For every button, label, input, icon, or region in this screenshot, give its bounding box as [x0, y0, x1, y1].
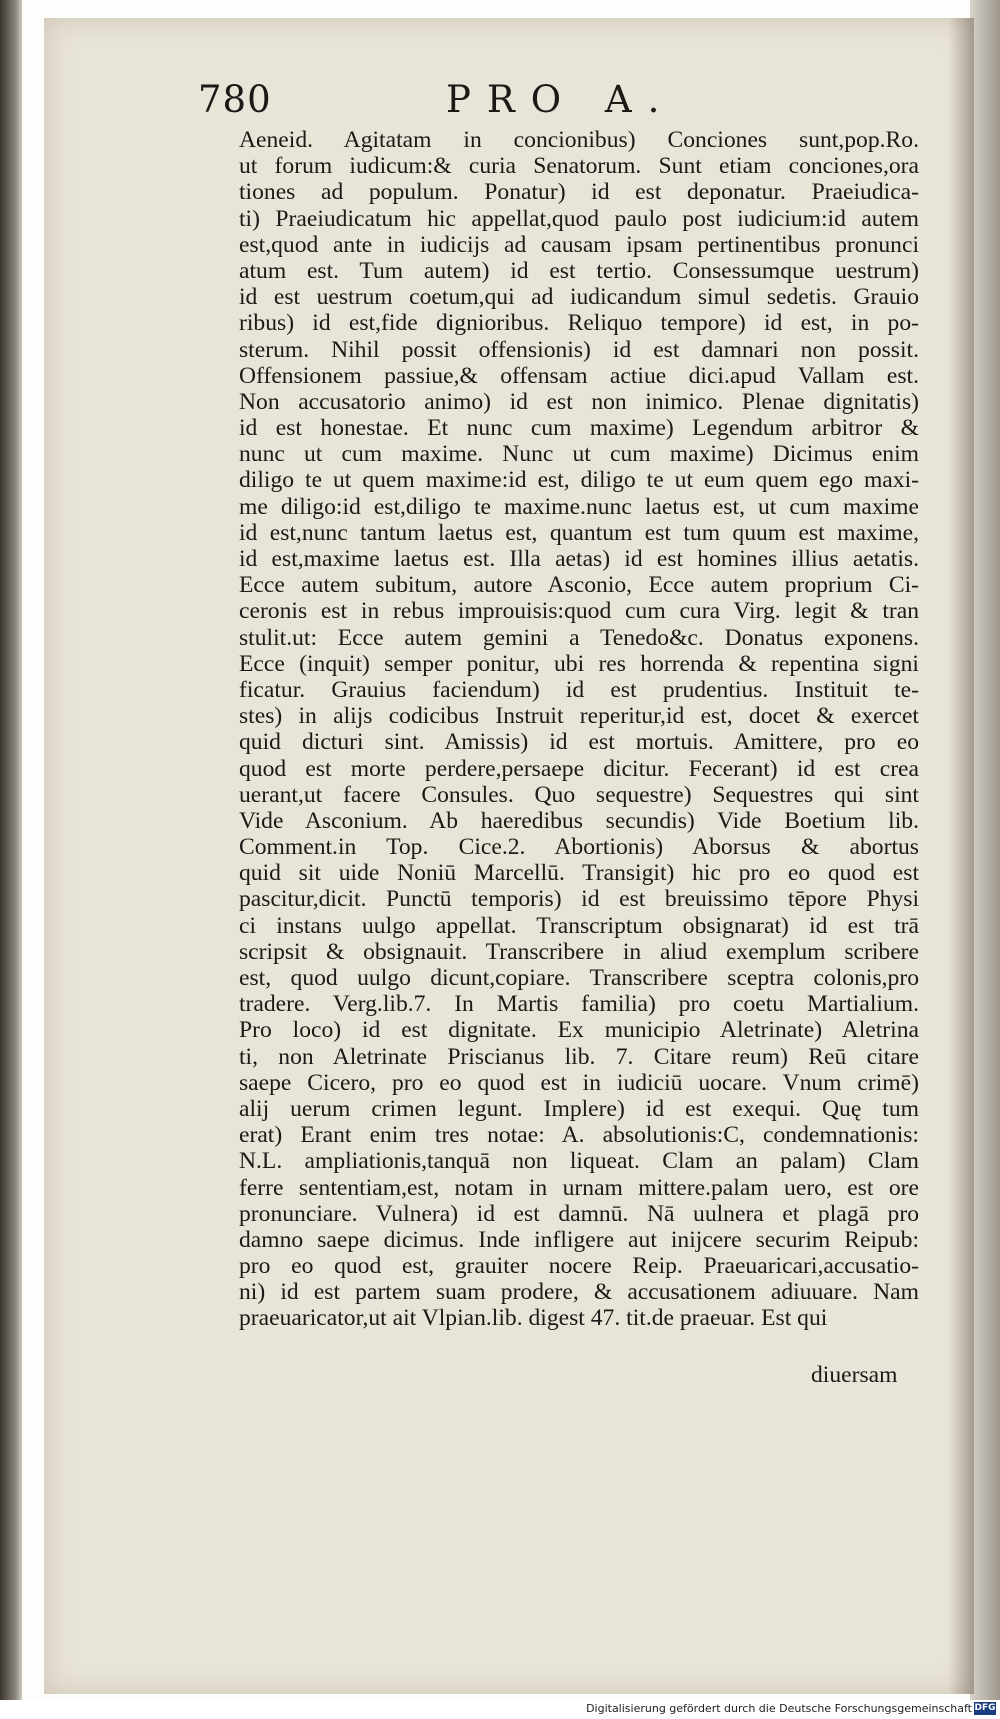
text-line: ferre sententiam,est, notam in urnam mittere.palam uero, est ore: [239, 1174, 919, 1201]
text-line: est,quod ante in iudicijs ad causam ipsam pertinentibus pronunci: [239, 231, 919, 258]
text-line: ut forum iudicum:& curia Senatorum. Sunt etiam conciones,ora: [239, 153, 919, 180]
text-line: pascitur,dicit. Punctū temporis) id est breuissimo tēpore Physi: [239, 886, 919, 913]
text-line: diligo te ut quem maxime:id est, diligo te ut eum quem ego maxi-: [239, 467, 919, 494]
text-line: praeuaricator,ut ait Vlpian.lib. digest 47. tit.de praeuar. Est qui: [239, 1305, 828, 1332]
text-line: ni) id est partem suam prodere, & accusationem adiuuare. Nam: [239, 1279, 919, 1306]
text-line: id est uestrum coetum,qui ad iudicandum simul sedetis. Grauio: [239, 284, 919, 311]
text-line: nunc ut cum maxime. Nunc ut cum maxime) Dicimus enim: [239, 441, 919, 468]
text-line: est, quod uulgo dicunt,copiare. Transcribere sceptra colonis,pro: [239, 965, 919, 991]
text-line: id est honestae. Et nunc cum maxime) Legendum arbitror &: [239, 415, 919, 442]
text-line: pronunciare. Vulnera) id est damnū. Nā uulnera et plagā pro: [239, 1200, 919, 1227]
page-header: [198, 78, 918, 128]
text-line: alij uerum crimen legunt. Implere) id est exequi. Quę tum: [239, 1095, 919, 1122]
text-line: id est,maxime laetus est. Illa aetas) id est homines illius aetatis.: [239, 546, 919, 572]
text-line: uerant,ut facere Consules. Quo sequestre) Sequestres qui sint: [239, 781, 919, 808]
text-line: Vide Asconium. Ab haeredibus secundis) Vide Boetium lib.: [239, 807, 919, 834]
text-line: Ecce autem subitum, autore Asconio, Ecce autem proprium Ci-: [239, 572, 919, 599]
text-line: pro eo quod est, grauiter nocere Reip. Praeuaricari,accusatio-: [239, 1253, 919, 1280]
text-line: ci instans uulgo appellat. Transcriptum obsignarat) id est trā: [239, 912, 919, 939]
text-line: Comment.in Top. Cice.2. Abortionis) Aborsus & abortus: [239, 834, 919, 861]
page-number: 780: [198, 78, 272, 121]
dfg-logo: DFG: [974, 1703, 996, 1713]
page-shadow: [970, 0, 1000, 1700]
text-line: stulit.ut: Ecce autem gemini a Tenedo&c. Donatus exponens.: [239, 624, 919, 651]
text-line: Aeneid. Agitatam in concionibus) Conciones sunt,pop.Ro.: [239, 127, 919, 153]
text-line: Non accusatorio animo) id est non inimico. Plenae dignitatis): [239, 388, 919, 415]
text-line: id est,nunc tantum laetus est, quantum est tum quum est maxime,: [239, 519, 919, 546]
text-line: stes) in alijs codicibus Instruit reperitur,id est, docet & exercet: [239, 703, 919, 730]
text-line: saepe Cicero, pro eo quod est in iudiciū uocare. Vnum crimē): [239, 1069, 919, 1096]
text-line: quid sit uide Noniū Marcellū. Transigit) hic pro eo quod est: [239, 860, 919, 887]
text-line: erat) Erant enim tres notae: A. absolutionis:C, condemnationis:: [239, 1122, 919, 1149]
book-binding-edge: [0, 0, 22, 1700]
text-line: Pro loco) id est dignitate. Ex municipio Aletrinate) Aletrina: [239, 1017, 919, 1044]
text-line: Offensionem passiue,& offensam actiue dici.apud Vallam est.: [239, 362, 919, 389]
text-line: quid dicturi sint. Amissis) id est mortuis. Amittere, pro eo: [239, 729, 919, 756]
text-line: scripsit & obsignauit. Transcribere in aliud exemplum scribere: [239, 938, 919, 965]
text-line: Ecce (inquit) semper ponitur, ubi res horrenda & repentina signi: [239, 650, 919, 677]
text-line: ti) Praeiudicatum hic appellat,quod paulo post iudicium:id autem: [239, 205, 919, 232]
text-line: sterum. Nihil possit offensionis) id est damnari non possit.: [239, 336, 919, 363]
running-title: PRO A.: [446, 78, 676, 121]
text-line: ti, non Aletrinate Priscianus lib. 7. Citare reum) Reū citare: [239, 1043, 919, 1070]
text-line: me diligo:id est,diligo te maxime.nunc laetus est, ut cum maxime: [239, 493, 919, 520]
text-line: atum est. Tum autem) id est tertio. Consessumque uestrum): [239, 257, 919, 284]
text-line: N.L. ampliationis,tanquā non liqueat. Clam an palam) Clam: [239, 1148, 919, 1175]
text-line: ficatur. Grauius faciendum) id est prudentius. Instituit te-: [239, 676, 919, 703]
text-line: ribus) id est,fide dignioribus. Reliquo tempore) id est, in po-: [239, 310, 919, 337]
text-line: damno saepe dicimus. Inde infligere aut inijcere securim Reipub:: [239, 1226, 919, 1253]
text-line: tiones ad populum. Ponatur) id est deponatur. Praeiudica-: [239, 179, 919, 206]
commentary-text: [239, 127, 919, 1332]
digitization-credit: Digitalisierung gefördert durch die Deutsche Forschungsgemeinschaft: [586, 1702, 972, 1715]
text-line: ceronis est in rebus improuisis:quod cum cura Virg. legit & tran: [239, 598, 919, 625]
catchword: diuersam: [811, 1362, 898, 1388]
text-line: quod est morte perdere,persaepe dicitur. Fecerant) id est crea: [239, 755, 919, 782]
text-line: tradere. Verg.lib.7. In Martis familia) pro coetu Martialium.: [239, 991, 919, 1018]
